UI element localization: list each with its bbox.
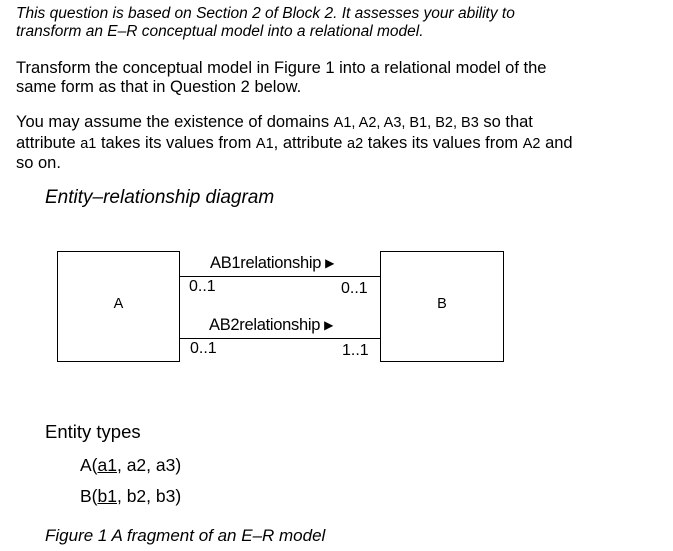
entity-type-a xyxy=(80,455,181,476)
attribute-list: , b2, b3) xyxy=(116,486,182,506)
diagram-heading: Entity–relationship diagram xyxy=(45,187,275,208)
intro-line-1: This question is based on Section 2 of Block 2. It assesses your ability to xyxy=(16,5,515,22)
instruction-line-2: same form as that in Question 2 below. xyxy=(16,78,302,96)
multiplicity-ab1-b: 0..1 xyxy=(341,280,368,297)
attribute-list: , a2, a3) xyxy=(116,455,182,475)
assumption-line-3: so on. xyxy=(16,154,61,172)
figure-caption: Figure 1 A fragment of an E–R model xyxy=(45,526,326,545)
direction-arrow-icon: ▶ xyxy=(325,256,335,270)
relationship-line-ab2 xyxy=(180,338,380,339)
intro-line-2: transform an E–R conceptual model into a relational model. xyxy=(16,23,424,40)
entity-type-name: B( xyxy=(80,486,98,506)
assumption-line-1 xyxy=(16,113,573,134)
domain-A2: A2 xyxy=(522,135,541,152)
entity-type-name: A( xyxy=(80,455,98,475)
domain-A1: A1 xyxy=(255,135,274,152)
entity-type-b xyxy=(80,486,181,507)
entity-types-heading: Entity types xyxy=(45,421,141,442)
relationship-label: AB2relationship xyxy=(209,316,321,334)
assumption-text: You may assume the existence of domains xyxy=(16,113,334,131)
domain-list: A1, A2, A3, B1, B2, B3 xyxy=(333,115,479,131)
entity-box-b xyxy=(380,251,504,362)
instruction-paragraph xyxy=(16,59,546,97)
assumption-paragraph xyxy=(16,113,573,174)
assumption-line-2 xyxy=(16,134,573,155)
attribute-a1: a1 xyxy=(80,135,97,152)
entity-label-a: A xyxy=(113,296,124,312)
instruction-line-1: Transform the conceptual model in Figure 1 into a relational model of the xyxy=(16,59,547,77)
primary-key: b1 xyxy=(97,486,117,506)
relationship-label: AB1relationship xyxy=(210,254,322,272)
direction-arrow-icon: ▶ xyxy=(324,318,334,332)
assumption-text: takes its values from xyxy=(363,133,523,152)
multiplicity-ab2-a: 0..1 xyxy=(190,340,217,357)
assumption-tail: so that xyxy=(478,113,533,131)
relationship-line-ab1 xyxy=(180,276,380,277)
entity-box-a xyxy=(57,251,180,362)
assumption-text: takes its values from xyxy=(96,133,256,152)
assumption-text: and xyxy=(540,133,573,152)
attribute-a2: a2 xyxy=(347,135,364,152)
relationship-name-ab1 xyxy=(210,254,334,273)
assumption-text: , attribute xyxy=(273,133,348,152)
multiplicity-ab2-b: 1..1 xyxy=(342,342,369,359)
assumption-text: attribute xyxy=(16,133,81,152)
intro-text xyxy=(16,5,515,41)
multiplicity-ab1-a: 0..1 xyxy=(189,278,216,295)
entity-label-b: B xyxy=(437,296,447,312)
relationship-name-ab2 xyxy=(209,316,333,335)
primary-key: a1 xyxy=(97,455,117,475)
